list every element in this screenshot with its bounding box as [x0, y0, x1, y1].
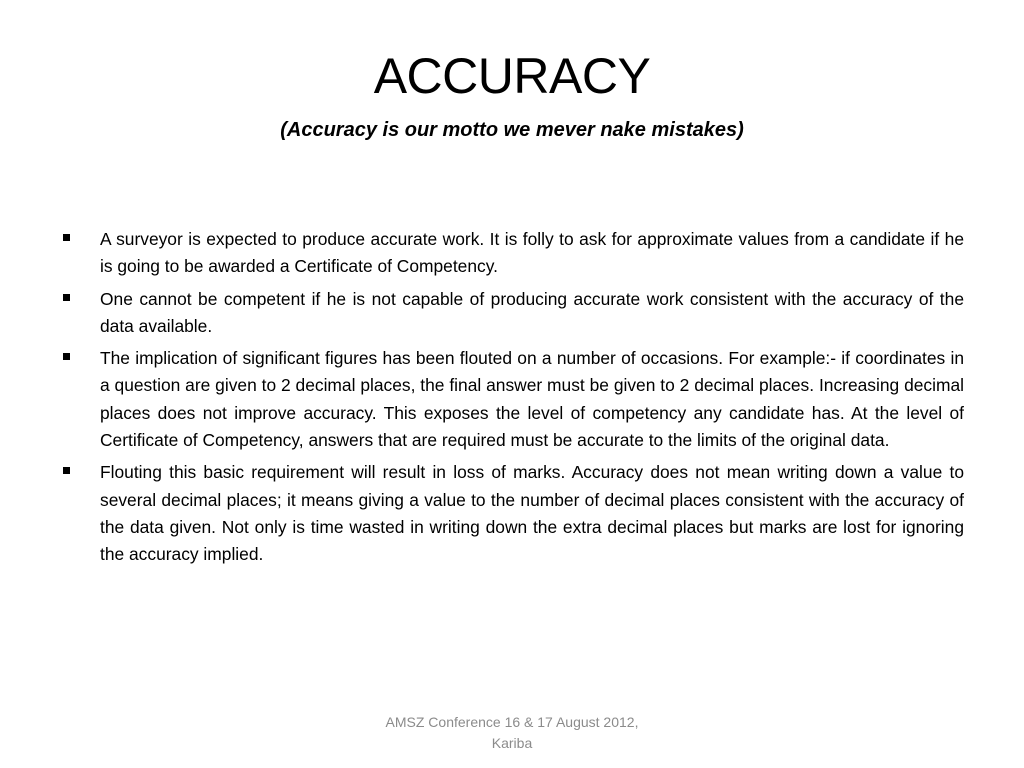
- footer-line-2: Kariba: [491, 735, 533, 751]
- square-bullet-icon: [63, 353, 70, 360]
- bullet-text: A surveyor is expected to produce accurate work. It is folly to ask for approximate values from a candidate if he is going to be awarded a Certificate of Competency.: [100, 229, 964, 277]
- bullet-text: Flouting this basic requirement will result in loss of marks. Accuracy does not mean writing down a value to several decimal places; it means giving a value to the number of decimal places consistent with the accuracy of the data given. Not only is time wasted in writing down the extra decimal places but marks are lost for ignoring the accuracy implied.: [100, 462, 964, 565]
- bullet-list: [60, 226, 964, 574]
- bullet-item: [60, 345, 964, 454]
- square-bullet-icon: [63, 234, 70, 241]
- bullet-item: [60, 286, 964, 341]
- slide-subtitle: (Accuracy is our motto we mever nake mistakes): [280, 119, 744, 141]
- footer-line-1: AMSZ Conference 16 & 17 August 2012,: [385, 714, 639, 730]
- square-bullet-icon: [63, 294, 70, 301]
- bullet-item: [60, 226, 964, 281]
- slide-footer: [312, 712, 712, 754]
- bullet-item: [60, 459, 964, 568]
- slide-title: ACCURACY: [373, 48, 651, 104]
- bullet-text: The implication of significant figures has been flouted on a number of occasions. For example:- if coordinates in a question are given to 2 decimal places, the final answer must be given to 2 decimal places. Increasing decimal places does not improve accuracy. This exposes the level of competency any candidate has. At the level of Certificate of Competency, answers that are required must be accurate to the limits of the original data.: [100, 348, 964, 451]
- square-bullet-icon: [63, 467, 70, 474]
- bullet-text: One cannot be competent if he is not capable of producing accurate work consistent with the accuracy of the data available.: [100, 288, 964, 336]
